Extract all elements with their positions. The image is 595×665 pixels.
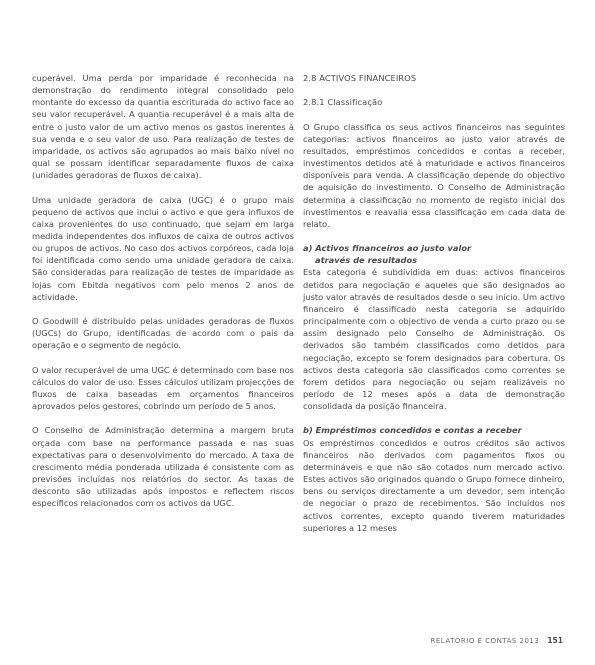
section-title: 2.8 ACTIVOS FINANCEIROS xyxy=(303,73,417,83)
right-column xyxy=(303,72,565,534)
page-number: 151 xyxy=(547,636,563,645)
subsection-title: 2.8.1 Classificação xyxy=(303,97,383,108)
heading-a xyxy=(303,242,565,266)
left-column xyxy=(32,72,294,510)
heading-a-line2: através de resultados xyxy=(315,255,418,266)
paragraph-classification-intro: O Grupo classifica os seus activos financeiros nas seguintes categorias: activos financeiros ao justo valor através de resultados, empréstimos concedidos e contas a receber, investimentos detidos até à maturidade e activos financeiros disponíveis para venda. A classificação depende do objectivo de aquisição do investimento. O Conselho de Administração determina a classificação no momento de registo inicial dos investimentos e reavalia essa classificação em cada data de relato. xyxy=(303,121,565,229)
paragraph-impairment: cuperável. Uma perda por imparidade é reconhecida na demonstração do rendimento integral consolidado pelo montante do excesso da quantia escriturada do activo face ao seu valor recuperável. A quantia recuperável é a mais alta de entre o justo valor de um activo menos os gastos inerentes à sua venda e o seu valor de uso. Para realização de testes de imparidade, os activos são agrupados ao mais baixo nível no qual se possam identificar separadamente fluxos de caixa (unidades geradoras de fluxos de caixa). xyxy=(32,73,294,181)
paragraph-loans-receivables: Os empréstimos concedidos e outros créditos são activos financeiros não derivados com pagamentos fixos ou determináveis e que não são cotados num mercado activo. Estes activos são originados quando o Grupo fornece dinheiro, bens ou serviços directamente a um devedor, sem intenção de negociar o prazo de recebimentos. São incluídos nos activos correntes, excepto quando tiverem maturidades superiores a 12 meses xyxy=(303,437,565,533)
report-title: RELATÓRIO E CONTAS 2013 xyxy=(430,637,540,645)
paragraph-cash-generating-unit: Uma unidade geradora de caixa (UGC) é o grupo mais pequeno de activos que inclui o activo e que gera influxos de caixa provenientes do uso continuado, que sejam em larga medida independentes dos influxos de caixa de outros activos ou grupos de activos. No caso dos activos corpóreos, cada loja foi identificada como sendo uma unidade geradora de caixa. São consideradas para realização de testes de imparidade as lojas com Ebitda negativos com pelo menos 2 anos de actividade. xyxy=(32,194,294,302)
paragraph-board-margin: O Conselho de Administração determina a margem bruta orçada com base na performance passada e nas suas expectativas para o desenvolvimento do mercado. A taxa de crescimento média ponderada utilizada é consistente com as previsões incluídas nos relatórios do sector. As taxas de desconto são utilizadas após impostos e reflectem riscos específicos relacionados com os activos da UGC. xyxy=(32,425,294,509)
heading-b: b) Empréstimos concedidos e contas a receber xyxy=(303,425,522,436)
paragraph-goodwill: O Goodwill é distribuído pelas unidades geradoras de fluxos (UGCs) do Grupo, identificadas de acordo com o país da operação e o segmento de negócio. xyxy=(32,316,294,351)
page-footer xyxy=(431,636,563,645)
paragraph-recoverable-value: O valor recuperável de uma UGC é determinado com base nos cálculos do valor de uso. Esses cálculos utilizam projecções de fluxos de caixa baseadas em orçamentos financeiros aprovados pelos gestores, cobrindo um período de 5 anos. xyxy=(32,364,294,412)
heading-a-line1: a) Activos financeiros ao justo valor xyxy=(303,243,472,254)
paragraph-fair-value-assets: Esta categoria é subdividida em duas: activos financeiros detidos para negociação e aqueles que são designados ao justo valor através de resultados desde o seu início. Um activo financeiro é classificado nesta categoria se adquirido principalmente com o objectivo de venda a curto prazo ou se assim designado pelo Conselho de Administração. Os derivados são também classificados como detidos para negociação, excepto se forem designados para cobertura. Os activos desta categoria são classificados como correntes se forem detidos para negociação ou sejam realizáveis no período de 12 meses após a data de demonstração consolidada da posição financeira. xyxy=(303,267,565,412)
